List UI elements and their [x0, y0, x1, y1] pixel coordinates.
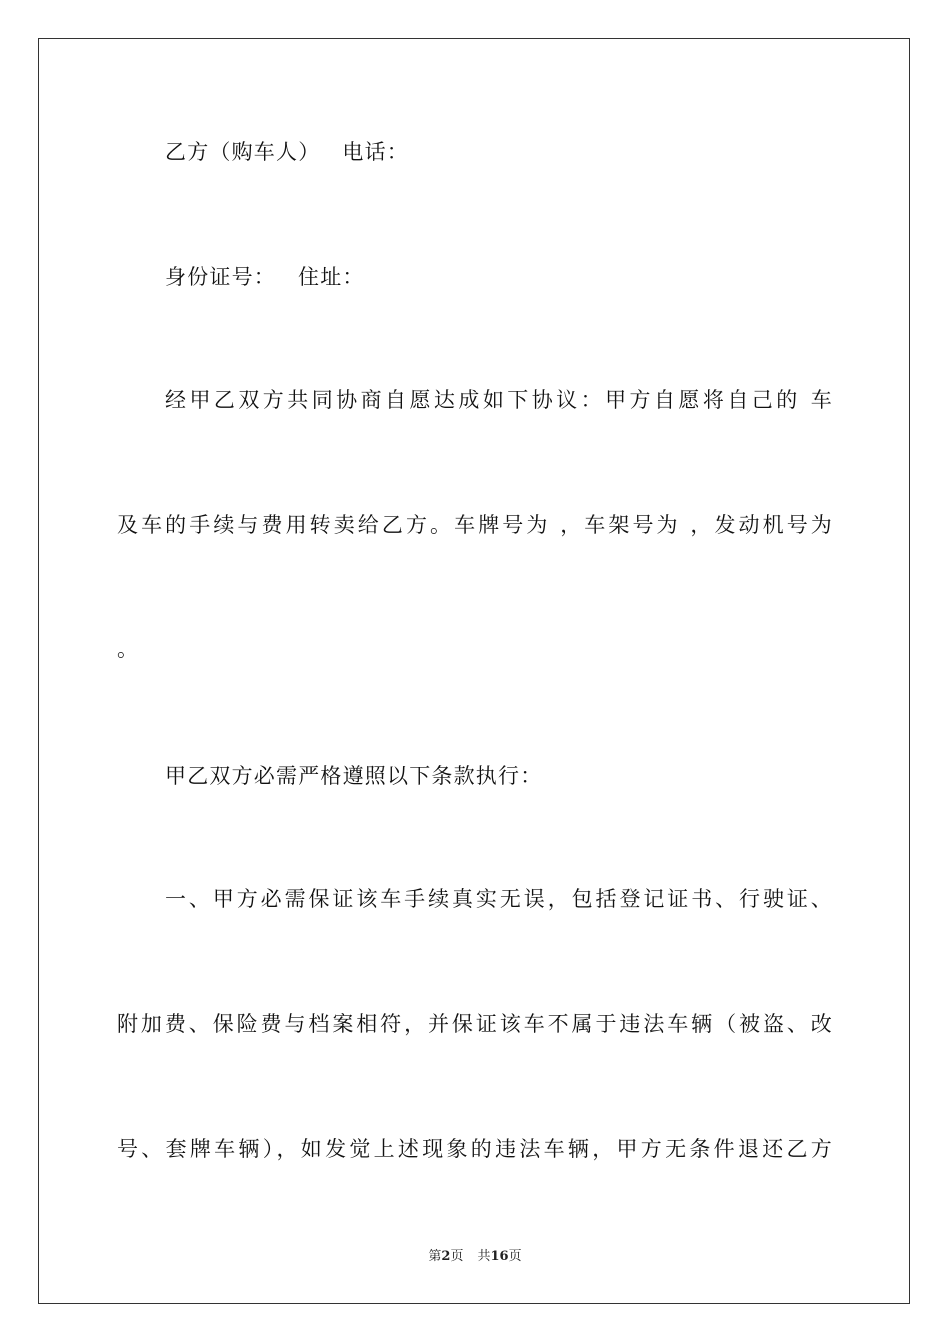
- total-pages: 16: [490, 1249, 509, 1264]
- id-address-line: [165, 262, 833, 292]
- paragraph-agreement-line-1: 经甲乙双方共同协商自愿达成如下协议：甲方自愿将自己的 车: [165, 388, 833, 412]
- page-prefix: 第: [428, 1249, 442, 1264]
- clause-1-line-3: 号、套牌车辆），如发觉上述现象的违法车辆，甲方无条件退还乙方: [117, 1137, 833, 1161]
- buyer-label: 乙方（购车人）: [165, 140, 321, 164]
- paragraph-agreement-line-2: 及车的手续与费用转卖给乙方。车牌号为 ，车架号为 ，发动机号为: [117, 513, 833, 537]
- id-number-label: 身份证号：: [165, 265, 276, 289]
- total-suffix: 页: [508, 1249, 522, 1264]
- phone-label: 电话：: [342, 140, 410, 164]
- terms-intro: 甲乙双方必需严格遵照以下条款执行：: [165, 764, 543, 788]
- buyer-phone-line: [165, 137, 833, 167]
- paragraph-agreement-line-3: 。: [117, 637, 140, 661]
- page-footer: [0, 1248, 950, 1266]
- page-number: 2: [441, 1249, 451, 1264]
- page-frame: [38, 38, 910, 1304]
- page-suffix: 页: [450, 1249, 464, 1264]
- clause-1-line-1: 一、甲方必需保证该车手续真实无误，包括登记证书、行驶证、: [165, 887, 833, 911]
- total-prefix: 共: [477, 1249, 491, 1264]
- address-label: 住址：: [298, 265, 365, 289]
- clause-1-line-2: 附加费、保险费与档案相符，并保证该车不属于违法车辆（被盗、改: [117, 1012, 833, 1036]
